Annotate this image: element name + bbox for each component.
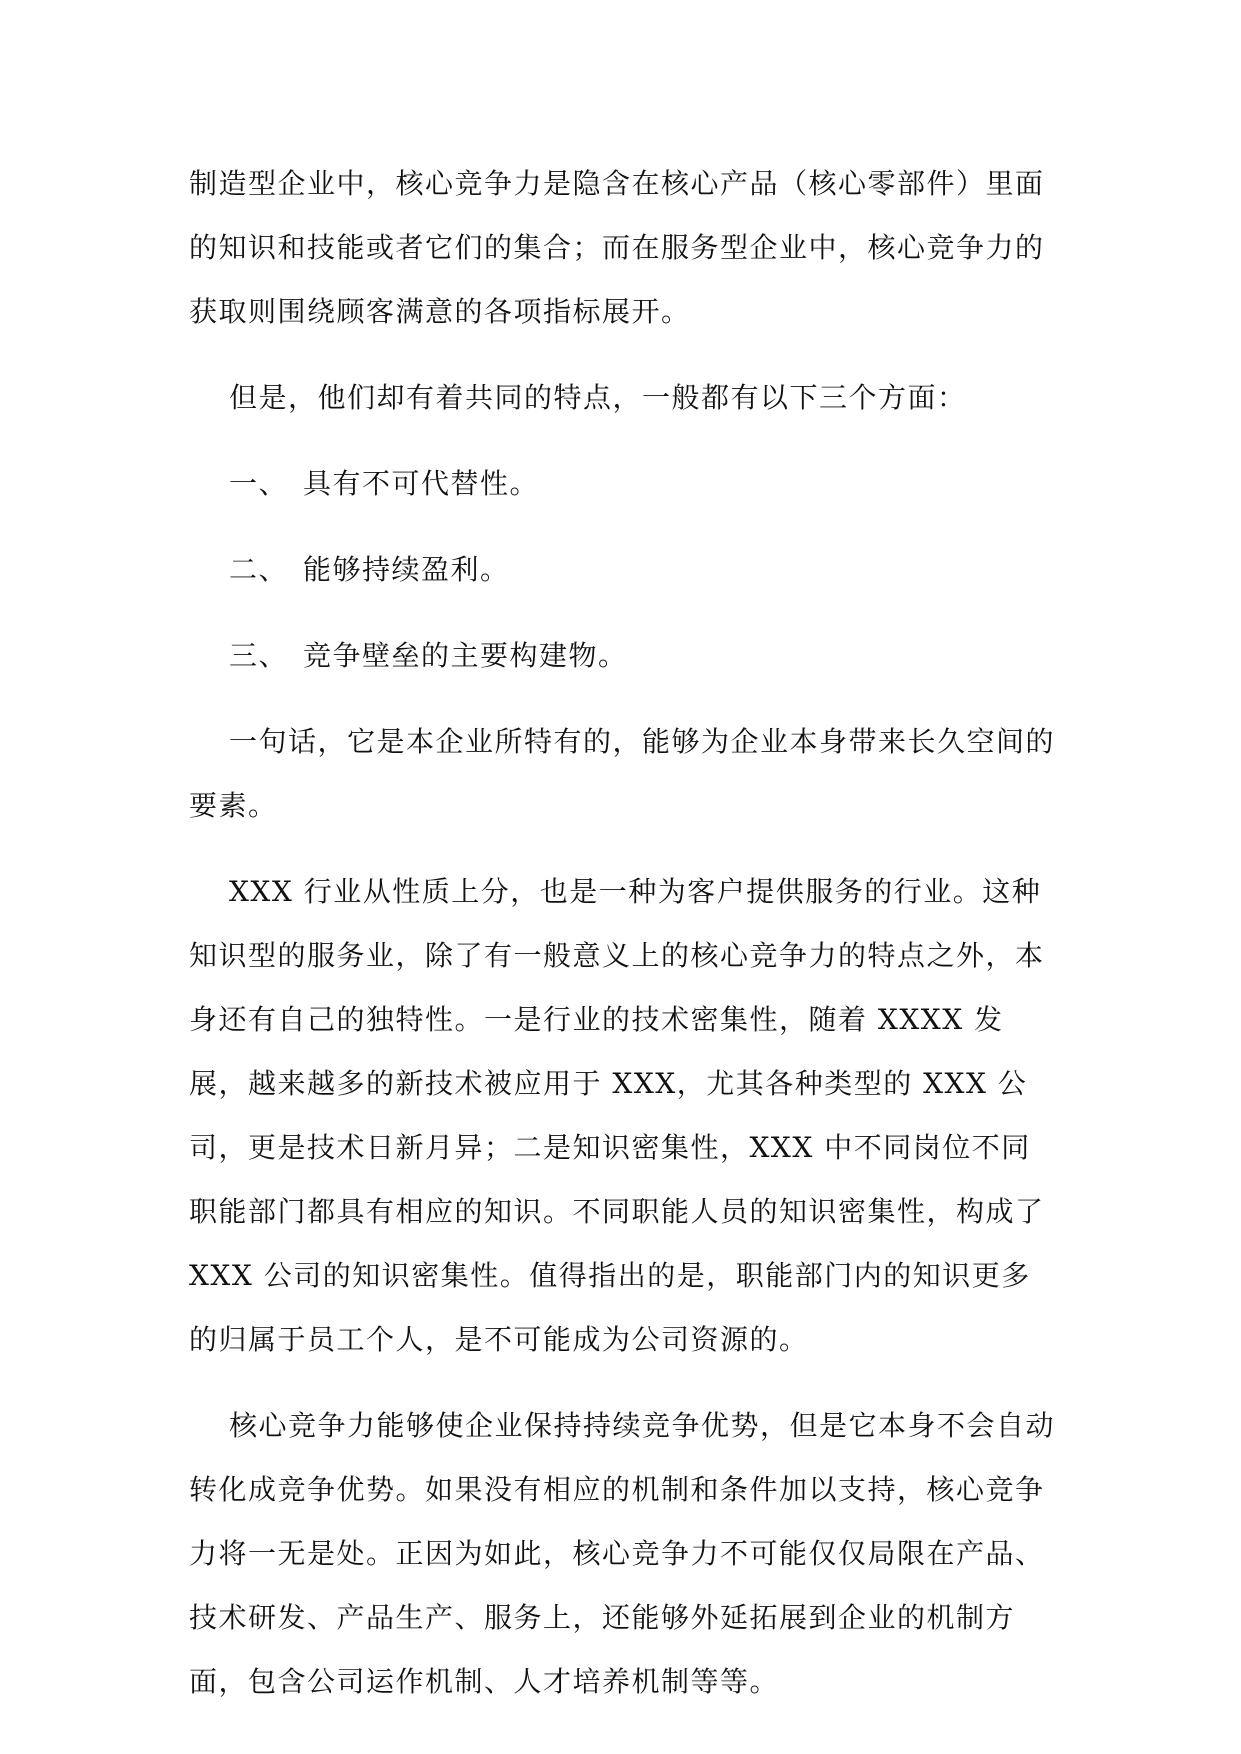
list-text: 能够持续盈利。 (303, 553, 510, 586)
list-item-3 (189, 624, 1057, 688)
list-text: 竞争壁垒的主要构建物。 (303, 639, 628, 672)
paragraph-summary: 一句话，它是本企业所特有的，能够为企业本身带来长久空间的要素。 (189, 725, 1056, 822)
list-number: 二、 (229, 553, 289, 586)
list-number: 一、 (229, 467, 289, 500)
paragraph-mechanism: 核心竞争力能够使企业保持持续竞争优势，但是它本身不会自动转化成竞争优势。如果没有相应的机制和条件加以支持，核心竞争力将一无是处。正因为如此，核心竞争力不可能仅仅局限在产品、技术研发、产品生产、服务上，还能够外延拓展到企业的机制方面，包含公司运作机制、人才培养机制等等。 (189, 1409, 1056, 1698)
list-text: 具有不可代替性。 (303, 467, 540, 500)
paragraph-manufacturing: 制造型企业中，核心竞争力是隐含在核心产品（核心零部件）里面的知识和技能或者它们的集合；而在服务型企业中，核心竞争力的获取则围绕顾客满意的各项指标展开。 (189, 167, 1045, 328)
document-body (189, 152, 1057, 1736)
paragraph-common-traits: 但是，他们却有着共同的特点，一般都有以下三个方面： (229, 381, 967, 414)
list-number: 三、 (229, 639, 289, 672)
list-item-1 (189, 452, 1057, 516)
paragraph-industry: XXX 行业从性质上分，也是一种为客户提供服务的行业。这种知识型的服务业，除了有一般意义上的核心竞争力的特点之外，本身还有自己的独特性。一是行业的技术密集性，随着 XXXX 发展，越来越多的新技术被应用于 XXX，尤其各种类型的 XXX 公司，更是技术日新月异；二是知识密集性，XXX 中不同岗位不同职能部门都具有相应的知识。不同职能人员的知识密集性，构成了 XXX 公司的知识密集性。值得指出的是，职能部门内的知识更多的归属于员工个人，是不可能成为公司资源的。 (189, 875, 1055, 1356)
list-item-2 (189, 538, 1057, 602)
